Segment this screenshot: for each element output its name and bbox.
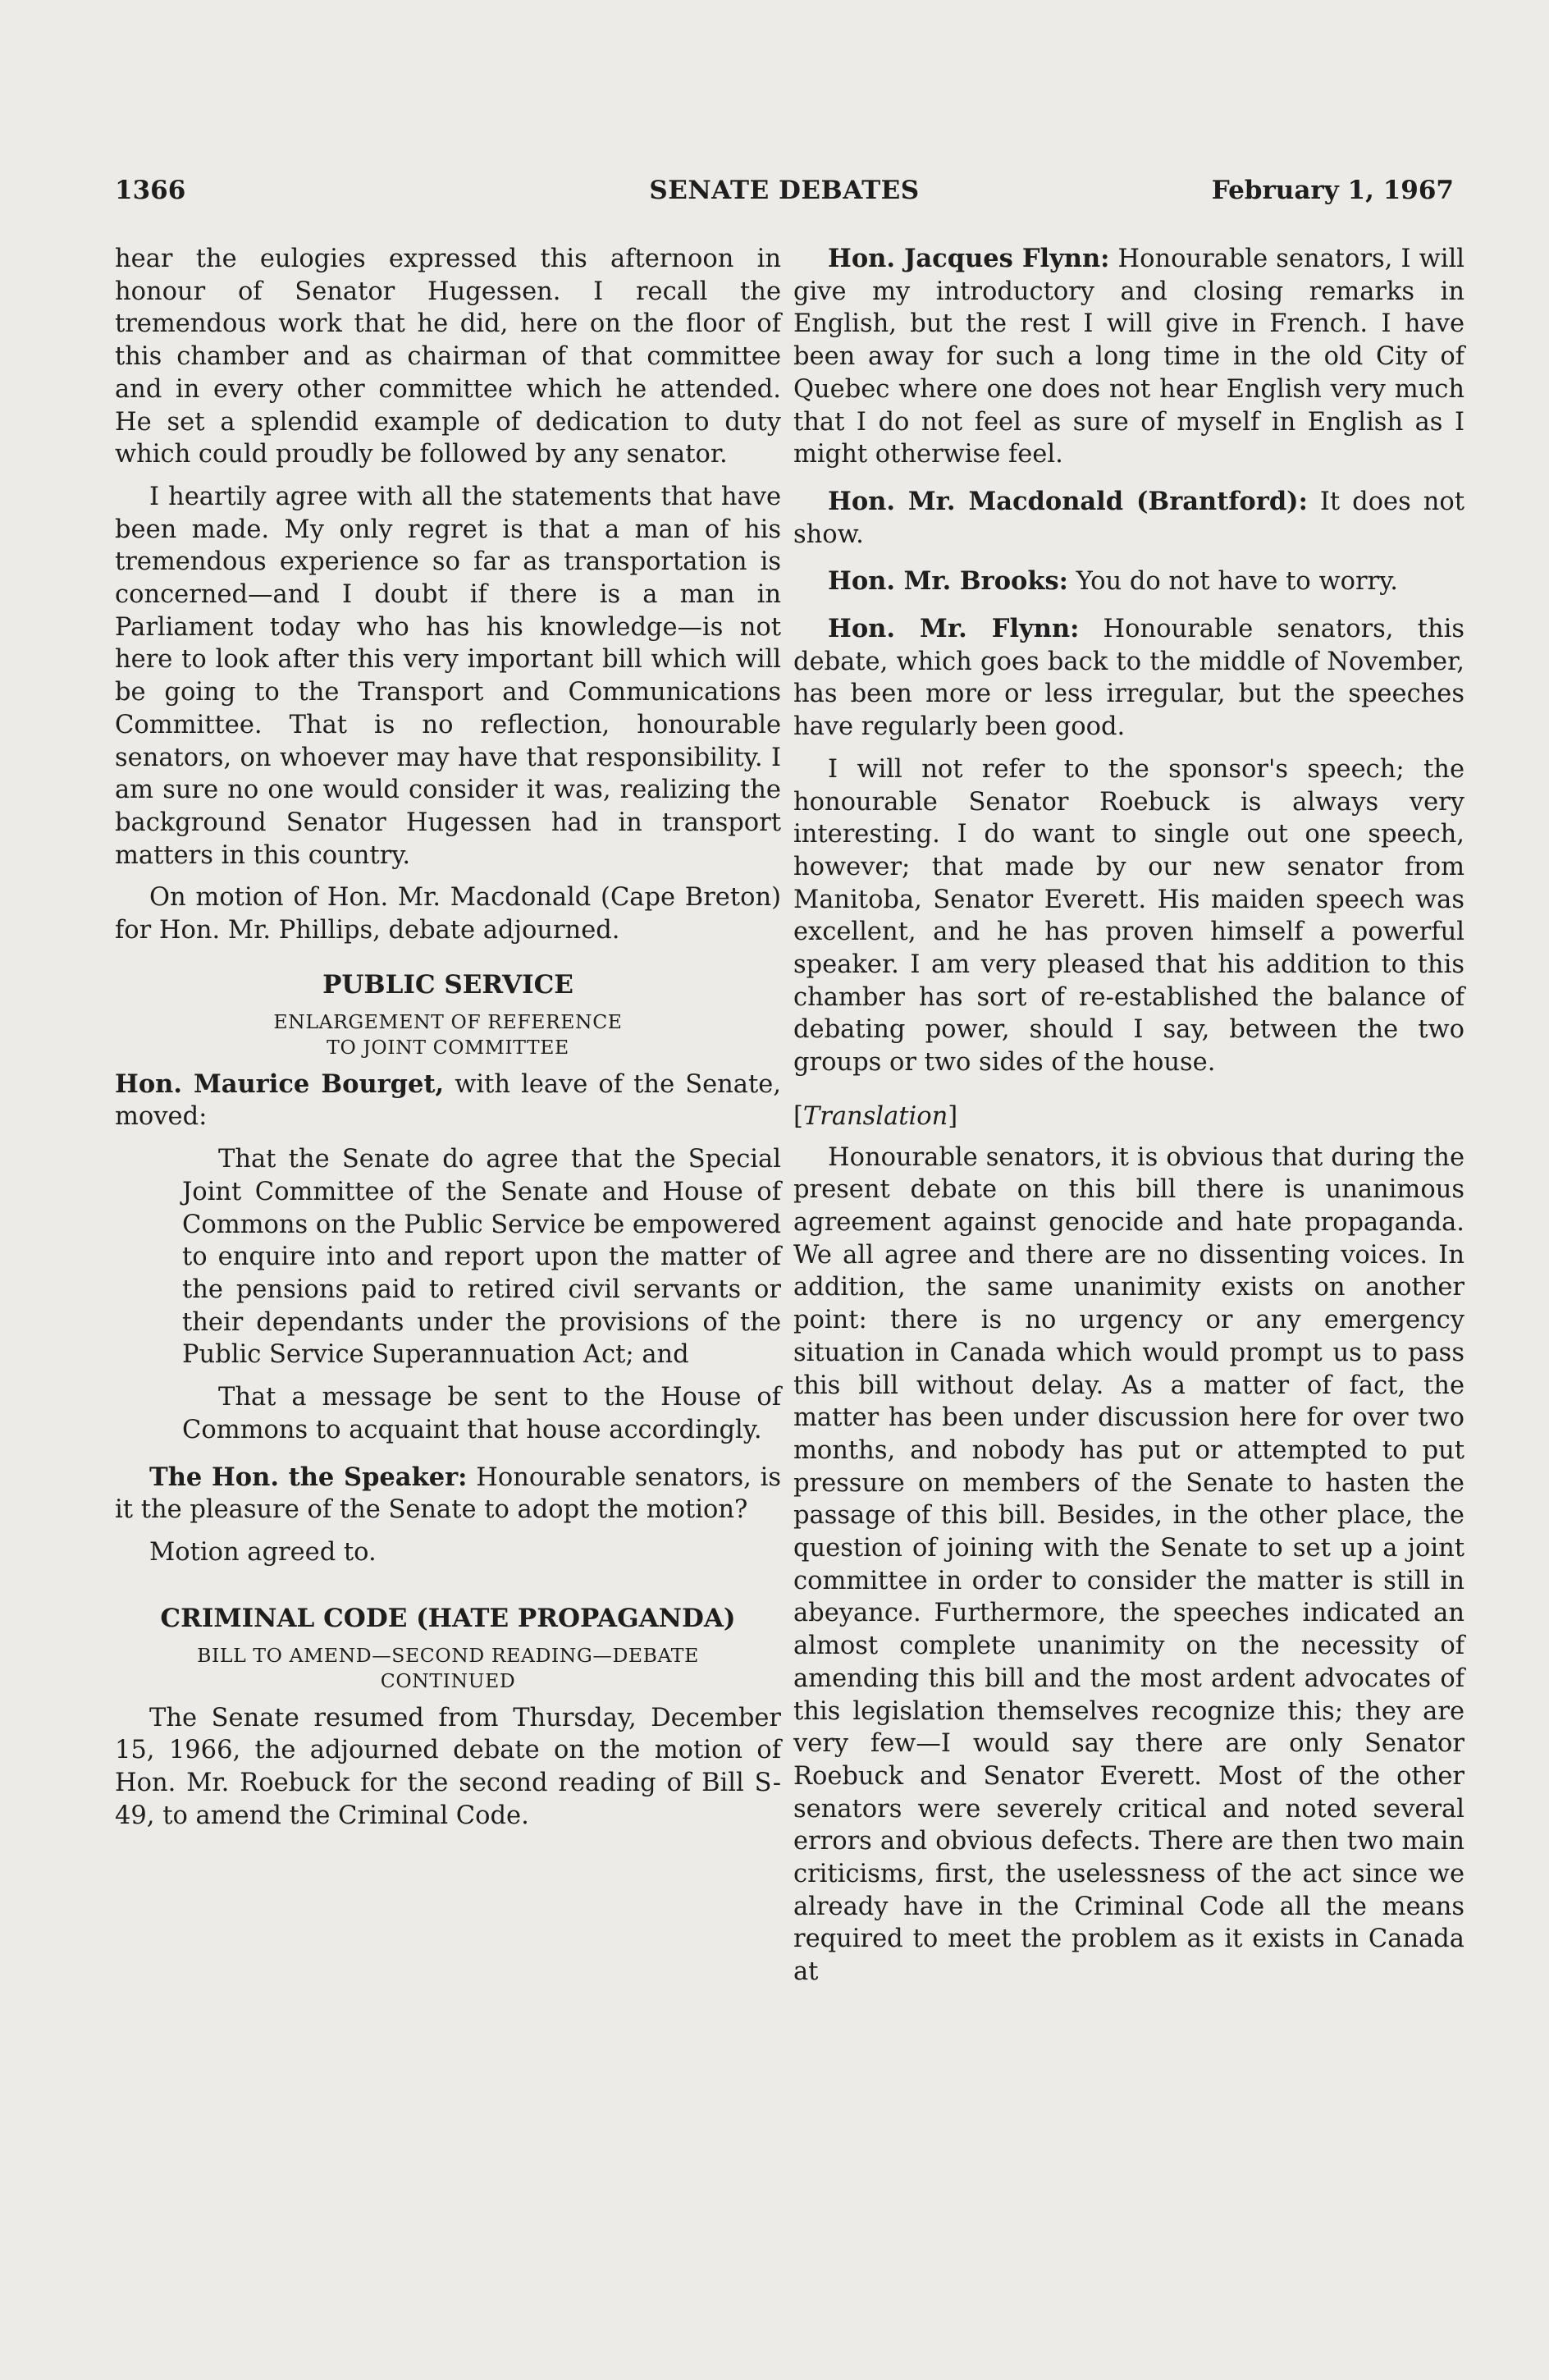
section-subtitle-public-service xyxy=(115,1009,781,1060)
subtitle-line: ENLARGEMENT OF REFERENCE xyxy=(273,1009,623,1033)
subtitle-line: CONTINUED xyxy=(380,1668,516,1692)
paragraph-bourget-motion xyxy=(115,1069,781,1133)
translation-marker: [Translation] xyxy=(793,1101,958,1131)
speaker-name: Hon. Mr. Macdonald (Brantford): xyxy=(828,486,1308,516)
right-column xyxy=(793,243,1464,1998)
speaker-name: Hon. Jacques Flynn: xyxy=(828,244,1110,273)
translation-label: Translation xyxy=(802,1101,948,1131)
paragraph-sponsor-speech: I will not refer to the sponsor's speech; the honourable Senator Roebuck is always very interesting. I do want to single out one speech, however; that made by our new senator from Manitoba, Senator Everett. His maiden speech was excellent, and he has proven himself a powerful speaker. I am very pleased that his addition to this chamber has sort of re-established the balance of debating power, should I say, between the two groups or two sides of the house. xyxy=(793,754,1464,1078)
speaker-name: Hon. Mr. Flynn: xyxy=(828,614,1080,644)
paragraph-senate-resumed: The Senate resumed from Thursday, December 15, 1966, the adjourned debate on the motion of Hon. Mr. Roebuck for the second reading of Bill S-49, to amend the Criminal Code. xyxy=(115,1703,781,1830)
page-header xyxy=(115,176,1454,212)
paragraph-motion-agreed: Motion agreed to. xyxy=(149,1537,377,1567)
paragraph-hugessen-tribute: hear the eulogies expressed this afternoon in honour of Senator Hugessen. I recall the tremendous work that he did, here on the floor of this chamber and as chairman of that committee and in every other committee which he attended. He set a splendid example of dedication to duty which could proudly be followed by any senator. xyxy=(115,245,781,469)
paragraph-debate-adjourned: On motion of Hon. Mr. Macdonald (Cape Breton) for Hon. Mr. Phillips, debate adjourned. xyxy=(115,883,781,945)
section-title-public-service: PUBLIC SERVICE xyxy=(322,969,573,1000)
paragraph-agree-statements: I heartily agree with all the statements that have been made. My only regret is that a man of his tremendous experience so far as transportation is concerned—and I doubt if there is a man in Parliament today who has his knowledge—is not here to look after this very important bill which will be going to the Transport and Communications Committee. That is no reflection, honourable senators, on whoever may have that responsibility. I am sure no one would consider it was, realizing the background Senator Hugessen had in transport matters in this country. xyxy=(115,482,781,870)
paragraph-flynn-intro xyxy=(793,243,1464,471)
motion-quote-1: That the Senate do agree that the Special Joint Committee of the Senate and House of Commons on the Public Service be empowered to enquire into and report upon the matter of the pensions paid to retired civil servants or their dependants under the provisions of the Public Service Superannuation Act; and xyxy=(182,1145,781,1370)
speaker-name: Hon. Maurice Bourget, xyxy=(115,1069,445,1099)
paragraph-brooks xyxy=(793,565,1464,598)
page-number: 1366 xyxy=(115,176,186,205)
page-title: SENATE DEBATES xyxy=(649,176,920,205)
speaker-name: The Hon. the Speaker: xyxy=(149,1462,468,1492)
paragraph-speaker-question xyxy=(115,1462,781,1526)
paragraph-flynn-debate xyxy=(793,613,1464,744)
section-title-criminal-code: CRIMINAL CODE (HATE PROPAGANDA) xyxy=(160,1603,736,1633)
paragraph-translated-speech: Honourable senators, it is obvious that during the present debate on this bill there is unanimous agreement against genocide and hate propaganda. We all agree and there are no dissenting voices. In addition, the same unanimity exists on another point: there is no urgency or any emergency situation in Canada which would prompt us to pass this bill without delay. As a matter of fact, the matter has been under discussion here for over two months, and nobody has put or attempted to put pressure on members of the Senate to hasten the passage of this bill. Besides, in the other place, the question of joining with the Senate to set up a joint committee in order to consider the matter is still in abeyance. Furthermore, the speeches indicated an almost complete unanimity on the necessity of amending this bill and the most ardent advocates of this legislation themselves recognize this; they are very few—I would say there are only Senator Roebuck and Senator Everett. Most of the other senators were severely critical and noted several errors and obvious defects. There are then two main criticisms, first, the uselessness of the act since we already have in the Criminal Code all the means required to meet the problem as it exists in Canada at xyxy=(793,1142,1464,1987)
speech-text: It does not show. xyxy=(793,487,1464,549)
subtitle-line: TO JOINT COMMITTEE xyxy=(327,1035,569,1059)
speech-text: Honourable senators, this debate, which goes back to the middle of November, has been more or less irregular, but the speeches have regularly been good. xyxy=(793,615,1464,742)
speech-text: Honourable senators, I will give my introductory and closing remarks in English, but the rest I will give in French. I have been away for such a long time in the old City of Quebec where one does not hear English very much that I do not feel as sure of myself in English as I might otherwise feel. xyxy=(793,245,1464,469)
motion-quote-2: That a message be sent to the House of Commons to acquaint that house accordingly. xyxy=(182,1383,781,1444)
speech-text: with leave of the Senate, moved: xyxy=(115,1069,781,1132)
speech-text: You do not have to worry. xyxy=(1067,567,1398,597)
page-date: February 1, 1967 xyxy=(1211,176,1454,205)
speech-text: Honourable senators, is it the pleasure of the Senate to adopt the motion? xyxy=(115,1462,781,1525)
left-column xyxy=(115,243,781,1842)
paragraph-macdonald xyxy=(793,486,1464,551)
section-subtitle-criminal-code xyxy=(115,1643,781,1694)
subtitle-line: BILL TO AMEND—SECOND READING—DEBATE xyxy=(197,1643,699,1667)
speaker-name: Hon. Mr. Brooks: xyxy=(828,566,1068,597)
